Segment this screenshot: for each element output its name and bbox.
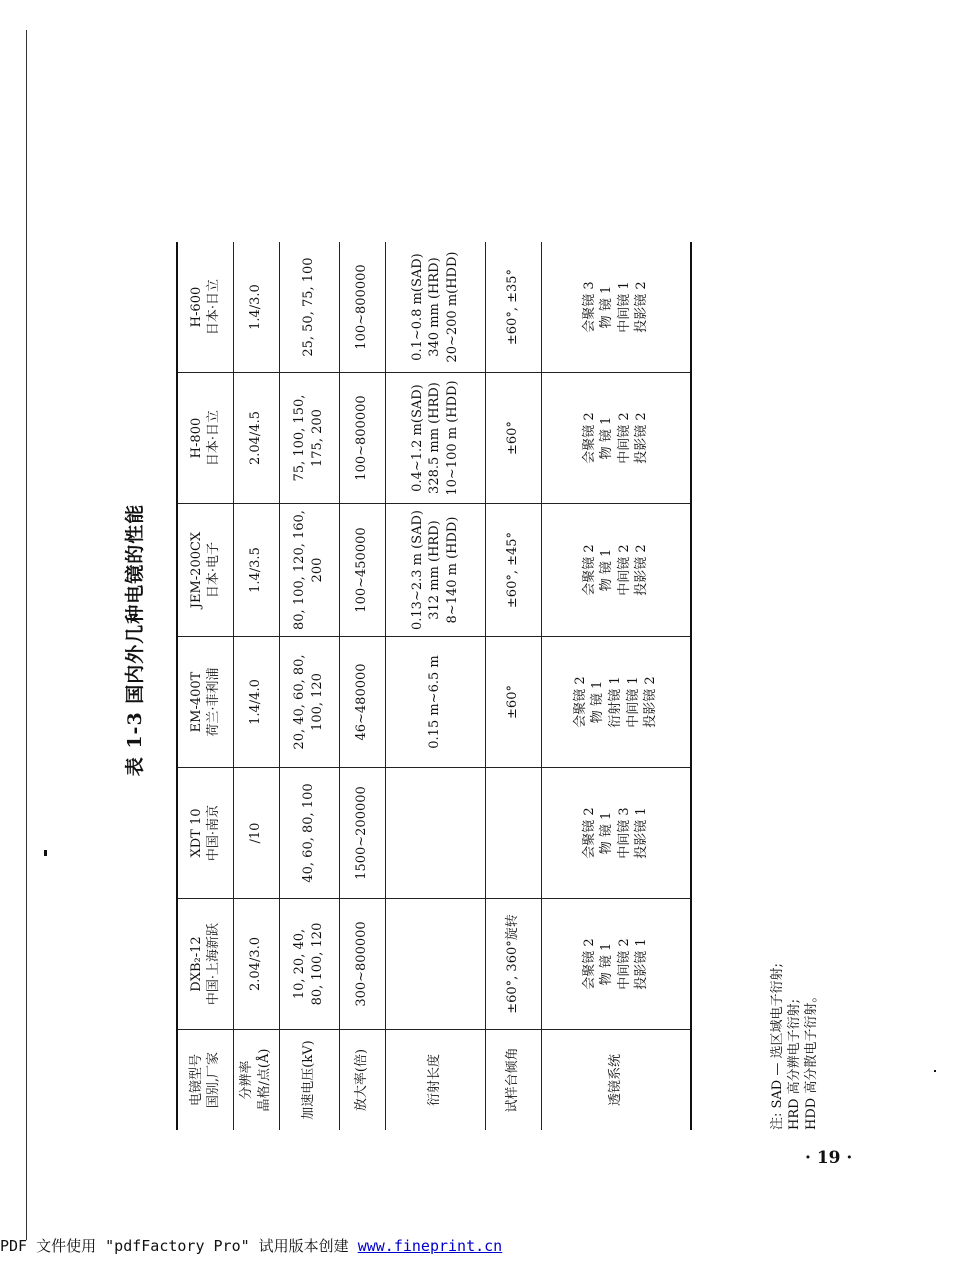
pdf-footer [0,1235,502,1256]
table-cell: 1.4/3.0 [248,284,264,330]
rotated-page-content [120,140,840,1140]
table-cell: 2.04/4.5 [233,373,279,504]
table-cell: 1.4/3.5 [233,504,279,637]
table-cell: 0.13~2.3 m (SAD) 312 mm (HRD) 8~140 m (HDD) [385,504,485,637]
table-row [233,242,279,1130]
table-cell: 0.4~1.2 m(SAD) 328.5 mm (HRD) 10~100 m (HDD) [385,373,485,504]
table-cell: ±60° [485,637,541,768]
table-cell: 25, 50, 75, 100 [301,257,317,357]
table-cell: 20, 40, 60, 80, 100, 120 [279,637,339,768]
table-cell: ±60°, ±35° [505,268,521,346]
table-cell: 100~800000 [354,264,370,350]
table-cell: 1.4/4.0 [233,637,279,768]
table-cell: H-600 日本·日立 [188,278,222,336]
table-cell: ±60° [485,373,541,504]
table-cell: H-800 日本·日立 [177,373,233,504]
table-cell: 10, 20, 40, 80, 100, 120 [279,899,339,1030]
table-cell: EM-400T 荷兰·菲利浦 [177,637,233,768]
table-cell: 46~480000 [339,637,385,768]
table-cell: 300~800000 [339,899,385,1030]
table-cell: /10 [233,768,279,899]
table-cell: 100~450000 [339,504,385,637]
table-caption: 表 1-3 国内外几种电镜的性能 [124,503,146,777]
table-row [279,242,339,1130]
table-cell: 1500~200000 [339,768,385,899]
table-note [770,963,821,1130]
table-cell [485,768,541,899]
table-cell: ±60°, 360°旋转 [485,899,541,1030]
footer-text: PDF 文件使用 "pdfFactory Pro" 试用版本创建 [0,1237,358,1255]
table-row [339,242,385,1130]
table-cell: 40, 60, 80, 100 [279,768,339,899]
table-cell: 会聚镜 2 物 镜 1 中间镜 3 投影镜 1 [541,768,691,899]
page-number: · 19 · [805,1148,853,1168]
table-cell: 会聚镜 2 物 镜 1 中间镜 2 投影镜 2 [541,373,691,504]
table-cell [385,899,485,1030]
table-cell: 0.1~0.8 m(SAD) 340 mm (HRD) 20~200 m(HDD) [409,251,460,363]
table-cell: 会聚镜 2 物 镜 1 中间镜 2 投影镜 2 [541,504,691,637]
scan-speck [934,1070,936,1072]
row-header: 电镜型号 国别,厂家 [177,1030,233,1131]
row-header: 放大率(倍) [339,1030,385,1131]
table-cell [385,768,485,899]
table-cell: 会聚镜 2 物 镜 1 中间镜 2 投影镜 1 [541,899,691,1030]
table-row [541,242,691,1130]
table-row [485,242,541,1130]
note-line: HRD 高分辨电子衍射; [786,998,802,1130]
scan-edge-line [26,30,27,1240]
table-cell: 75, 100, 150, 175, 200 [279,373,339,504]
table-cell: 80, 100, 120, 160, 200 [279,504,339,637]
table-cell: 100~800000 [339,373,385,504]
table-row [385,242,485,1130]
table-cell: 0.15 m~6.5 m [385,637,485,768]
table-cell: 2.04/3.0 [233,899,279,1030]
table-row [177,242,233,1130]
table-cell: XDT 10 中国·南京 [177,768,233,899]
microscope-spec-table [176,242,692,1130]
row-header: 试样台倾角 [485,1030,541,1131]
row-header: 分辨率 晶格/点(Å) [233,1030,279,1131]
table-cell: ±60°, ±45° [485,504,541,637]
table-cell: 会聚镜 2 物 镜 1 衍射镜 1 中间镜 1 投影镜 2 [541,637,691,768]
footer-link[interactable]: www.fineprint.cn [357,1237,503,1255]
row-header: 衍射长度 [385,1030,485,1131]
note-line: 注: SAD — 选区域电子衍射; [770,963,785,1130]
row-header: 透镜系统 [541,1030,691,1131]
note-line: HDD 高分散电子衍射。 [803,989,819,1130]
table-cell: JEM-200CX 日本·电子 [177,504,233,637]
scan-speck [44,850,47,856]
table-cell: 会聚镜 3 物 镜 1 中间镜 1 投影镜 2 [581,281,650,333]
table-cell: DXB₂-12 中国·上海新跃 [177,899,233,1030]
row-header: 加速电压(kV) [279,1030,339,1131]
